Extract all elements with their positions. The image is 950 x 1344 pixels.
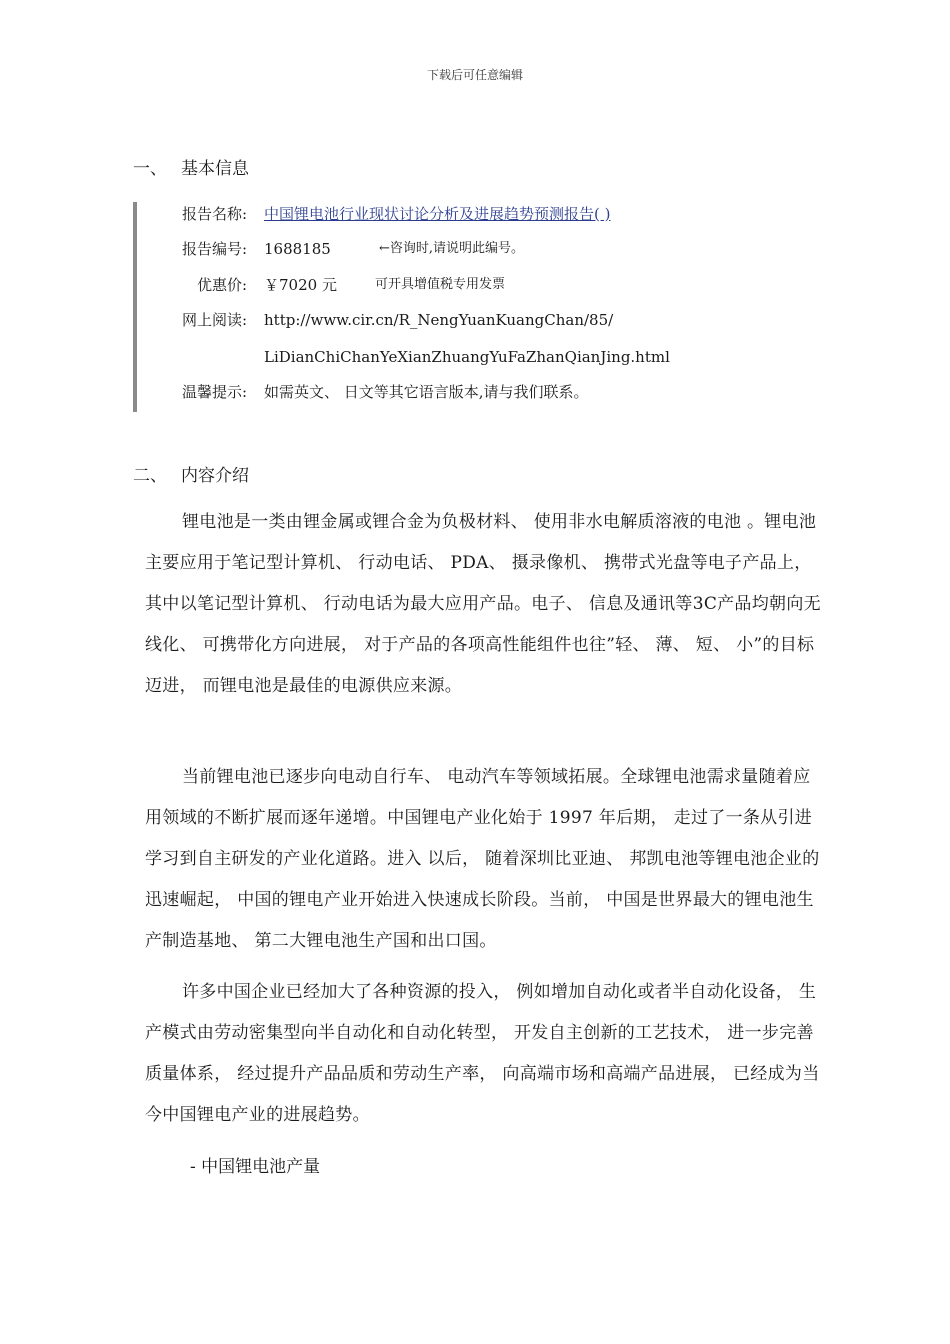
price-label: 优惠价: <box>196 276 247 294</box>
bullet-item: - 中国锂电池产量 <box>190 1157 321 1177</box>
section-number: 二、 <box>133 466 167 486</box>
section-title-text: 内容介绍 <box>181 466 249 486</box>
header-note: 下载后可任意编辑 <box>426 68 523 82</box>
tip-label: 温馨提示: <box>181 383 247 401</box>
paragraph-3: 许多中国企业已经加大了各种资源的投入， 例如增加自动化或者半自动化设备， 生产模式由劳动密集型向半自动化和自动化转型， 开发自主创新的工艺技术， 进一步完善质量体系， 经过提升产品品质和劳动生产率， 向高端市场和高端产品进展， 已经成为当今中国锂电产业的进展趋势。 <box>145 982 820 1125</box>
basic-info-box <box>133 202 697 412</box>
report-name-link[interactable]: 中国锂电池行业现状讨论分析及进展趋势预测报告( ) <box>264 205 611 223</box>
price-row <box>137 273 697 297</box>
price-note: 可开具增值税专用发票 <box>375 277 506 292</box>
report-no-row <box>137 237 697 261</box>
online-url-line1[interactable]: http://www.cir.cn/R_NengYuanKuangChan/85/ <box>264 311 614 329</box>
report-name-label: 报告名称: <box>181 205 247 223</box>
online-label: 网上阅读: <box>181 311 247 329</box>
paragraph-2: 当前锂电池已逐步向电动自行车、 电动汽车等领域拓展。全球锂电池需求量随着应用领域的不断扩展而逐年递增。中国锂电产业化始于 1997 年后期， 走过了一条从引进学习到自主研发的产业化道路。进入 以后， 随着深圳比亚迪、 邦凯电池等锂电池企业的迅速崛起， 中国的锂电产业开始进入快速成长阶段。当前， 中国是世界最大的锂电池生产制造基地、 第二大锂电池生产国和出口国。 <box>145 767 820 951</box>
price-value: ￥7020 元 <box>264 276 337 294</box>
online-url-line2[interactable]: LiDianChiChanYeXianZhuangYuFaZhanQianJing.html <box>264 348 670 366</box>
section-number: 一、 <box>133 159 167 179</box>
tip-value: 如需英文、 日文等其它语言版本,请与我们联系。 <box>264 383 589 401</box>
report-no-value: 1688185 <box>264 240 331 258</box>
section-title-basic-info <box>133 154 249 179</box>
report-no-note: ←咨询时,请说明此编号。 <box>379 241 525 256</box>
section-title-content-intro <box>133 461 249 486</box>
section-title-text: 基本信息 <box>181 159 249 179</box>
report-no-label: 报告编号: <box>181 240 247 258</box>
paragraph-1: 锂电池是一类由锂金属或锂合金为负极材料、 使用非水电解质溶液的电池 。锂电池主要应用于笔记型计算机、 行动电话、 PDA、 摄录像机、 携带式光盘等电子产品上， 其中以笔记型计算机、 行动电话为最大应用产品。电子、 信息及通讯等3C产品均朝向无线化、 可携带化方向进展， 对于产品的各项高性能组件也往”轻、 薄、 短、 小”的目标迈进， 而锂电池是最佳的电源供应来源。 <box>145 512 821 696</box>
